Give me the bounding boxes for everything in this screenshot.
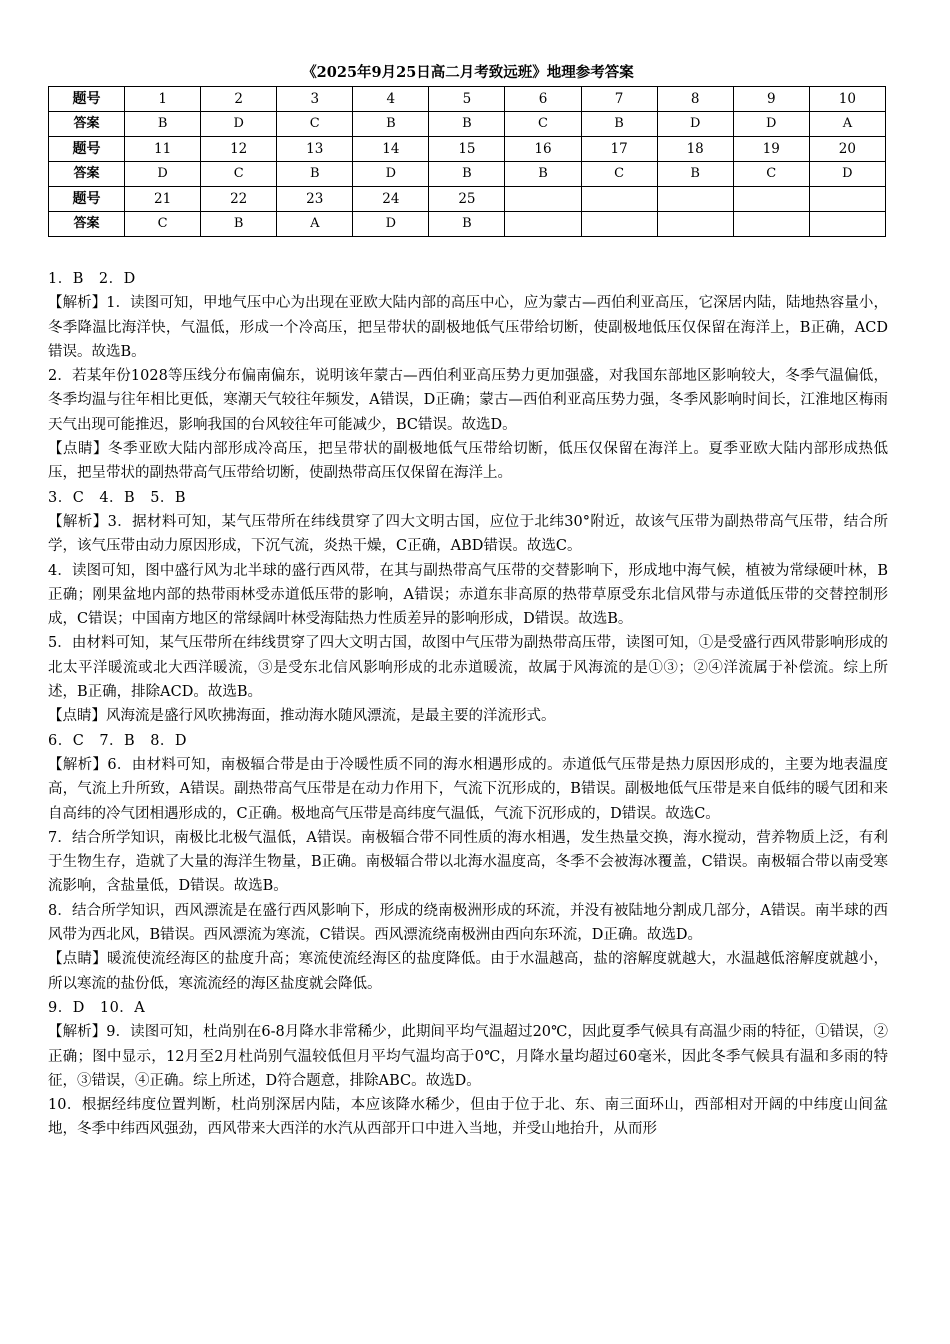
answer-table bbox=[48, 86, 886, 237]
tip-paragraph: 【点睛】冬季亚欧大陆内部形成冷高压，把呈带状的副极地低气压带给切断，低压仅保留在海洋上。夏季亚欧大陆内部形成热低压，把呈带状的副热带高气压带给切断，使副热带高压仅保留在海洋上。 bbox=[48, 441, 888, 482]
question-number bbox=[505, 187, 581, 212]
answer-cell: B bbox=[125, 112, 201, 137]
answer-cell: A bbox=[277, 212, 353, 237]
answer-cell: C bbox=[201, 162, 277, 187]
analysis-paragraph: 4．读图可知，图中盛行风为北半球的盛行西风带，在其与副热带高气压带的交替影响下，形成地中海气候，植被为常绿硬叶林，B正确；刚果盆地内部的热带雨林受赤道低压带的影响，A错误；赤道东非高原的热带草原受东北信风带与赤道低压带的交替控制形成，C错误；中国南方地区的常绿阔叶林受海陆热力性质差异的影响形成，D错误。故选B。 bbox=[48, 562, 888, 628]
tip-paragraph: 【点睛】风海流是盛行风吹拂海面，推动海水随风漂流，是最主要的洋流形式。 bbox=[48, 708, 556, 725]
answer-document bbox=[48, 62, 888, 1142]
question-number bbox=[809, 187, 885, 212]
answer-cell: C bbox=[505, 112, 581, 137]
question-number: 10 bbox=[809, 87, 885, 112]
analysis-paragraph: 8．结合所学知识，西风漂流是在盛行西风影响下，形成的绕南极洲形成的环流，并没有被陆地分割成几部分，A错误。南半球的西风带为西北风，B错误。西风漂流为寒流，C错误。西风漂流绕南极洲由西向东环流，D正确。故选D。 bbox=[48, 902, 888, 944]
question-number: 13 bbox=[277, 137, 353, 162]
question-number: 2 bbox=[201, 87, 277, 112]
question-number: 14 bbox=[353, 137, 429, 162]
document-title: 《2025年9月25日高二月考致远班》地理参考答案 bbox=[302, 64, 634, 81]
answer-cell: B bbox=[505, 162, 581, 187]
answer-label: 答案 bbox=[49, 162, 125, 187]
question-number: 15 bbox=[429, 137, 505, 162]
answer-cell bbox=[733, 212, 809, 237]
answer-cell: C bbox=[733, 162, 809, 187]
question-number: 17 bbox=[581, 137, 657, 162]
analysis-paragraph: 【解析】9．读图可知，杜尚别在6-8月降水非常稀少，此期间平均气温超过20℃，因此夏季气候具有高温少雨的特征，①错误，②正确；图中显示，12月至2月杜尚别气温较低但月平均气温均高于0℃，月降水量均超过60毫米，因此冬季气候具有温和多雨的特征，③错误，④正确。综上所述，D符合题意，排除ABC。故选D。 bbox=[48, 1024, 888, 1089]
answer-cell: A bbox=[809, 112, 885, 137]
answer-cell: D bbox=[125, 162, 201, 187]
answer-line: 3．C 4．B 5．B bbox=[48, 489, 187, 506]
answer-cell: D bbox=[657, 112, 733, 137]
question-number: 3 bbox=[277, 87, 353, 112]
answer-cell: D bbox=[201, 112, 277, 137]
table-row bbox=[49, 187, 886, 212]
question-number bbox=[657, 187, 733, 212]
table-row bbox=[49, 87, 886, 112]
question-number: 21 bbox=[125, 187, 201, 212]
question-number: 25 bbox=[429, 187, 505, 212]
answer-cell bbox=[657, 212, 733, 237]
table-row bbox=[49, 162, 886, 187]
answer-cell: B bbox=[353, 112, 429, 137]
analysis-paragraph: 10．根据经纬度位置判断，杜尚别深居内陆，本应该降水稀少，但由于位于北、东、南三面环山，西部相对开阔的中纬度山间盆地，冬季中纬西风强劲，西风带来大西洋的水汽从西部开口中进入当地，并受山地抬升，从而形 bbox=[48, 1097, 888, 1138]
answer-cell: B bbox=[429, 212, 505, 237]
analysis-paragraph: 7．结合所学知识，南极比北极气温低，A错误。南极辐合带不同性质的海水相遇，发生热量交换，海水搅动，营养物质上泛，有利于生物生存，造就了大量的海洋生物量，B正确。南极辐合带以北海水温度高，冬季不会被海冰覆盖，C错误。南极辐合带以南受寒流影响，含盐量低，D错误。故选B。 bbox=[48, 829, 888, 895]
answer-cell: C bbox=[125, 212, 201, 237]
answer-cell: B bbox=[581, 112, 657, 137]
question-number: 19 bbox=[733, 137, 809, 162]
question-number bbox=[733, 187, 809, 212]
explanation-body bbox=[48, 267, 888, 1142]
question-number-label: 题号 bbox=[49, 137, 125, 162]
question-number: 9 bbox=[733, 87, 809, 112]
answer-cell: C bbox=[277, 112, 353, 137]
question-number: 12 bbox=[201, 137, 277, 162]
question-number: 5 bbox=[429, 87, 505, 112]
answer-cell bbox=[581, 212, 657, 237]
question-number: 20 bbox=[809, 137, 885, 162]
answer-label: 答案 bbox=[49, 112, 125, 137]
question-number-label: 题号 bbox=[49, 87, 125, 112]
question-number: 6 bbox=[505, 87, 581, 112]
question-number: 16 bbox=[505, 137, 581, 162]
question-number-label: 题号 bbox=[49, 187, 125, 212]
table-row bbox=[49, 112, 886, 137]
answer-line: 9．D 10．A bbox=[48, 999, 146, 1016]
question-number: 23 bbox=[277, 187, 353, 212]
answer-cell: B bbox=[277, 162, 353, 187]
answer-cell bbox=[505, 212, 581, 237]
answer-cell: D bbox=[733, 112, 809, 137]
table-row bbox=[49, 137, 886, 162]
answer-cell: B bbox=[201, 212, 277, 237]
question-number: 24 bbox=[353, 187, 429, 212]
question-number: 18 bbox=[657, 137, 733, 162]
analysis-paragraph: 2．若某年份1028等压线分布偏南偏东，说明该年蒙古—西伯利亚高压势力更加强盛，对我国东部地区影响较大，冬季气温偏低，冬季均温与往年相比更低，寒潮天气较往年频发，A错误，D正确；蒙古—西伯利亚高压势力强，冬季风影响时间长，江淮地区梅雨天气出现可能推迟，影响我国的台风较往年可能减少，BC错误。故选D。 bbox=[48, 368, 888, 433]
question-number bbox=[581, 187, 657, 212]
answer-cell: B bbox=[657, 162, 733, 187]
analysis-paragraph: 【解析】1．读图可知，甲地气压中心为出现在亚欧大陆内部的高压中心，应为蒙古—西伯利亚高压，它深居内陆，陆地热容量小，冬季降温比海洋快，气温低，形成一个冷高压，把呈带状的副极地低气压带给切断，使副极地低压仅保留在海洋上，B正确，ACD错误。故选B。 bbox=[48, 295, 888, 360]
answer-line: 1．B 2．D bbox=[48, 271, 136, 287]
answer-cell: D bbox=[353, 162, 429, 187]
table-row bbox=[49, 212, 886, 237]
analysis-paragraph: 【解析】6．由材料可知，南极辐合带是由于冷暖性质不同的海水相遇形成的。赤道低气压带是热力原因形成的，主要为地表温度高，气流上升所致，A错误。副热带高气压带是在动力作用下，气流下沉形成的，B错误。副极地低气压带是来自低纬的暖气团和来自高纬的冷气团相遇形成的，C正确。极地高气压带是高纬度气温低，气流下沉形成的，D错误。故选C。 bbox=[48, 756, 888, 822]
answer-label: 答案 bbox=[49, 212, 125, 237]
answer-cell: C bbox=[581, 162, 657, 187]
question-number: 4 bbox=[353, 87, 429, 112]
question-number: 8 bbox=[657, 87, 733, 112]
question-number: 11 bbox=[125, 137, 201, 162]
question-number: 1 bbox=[125, 87, 201, 112]
answer-cell: D bbox=[809, 162, 885, 187]
answer-cell: B bbox=[429, 162, 505, 187]
analysis-paragraph: 5．由材料可知，某气压带所在纬线贯穿了四大文明古国，故图中气压带为副热带高压带，读图可知，①是受盛行西风带影响形成的北太平洋暖流或北大西洋暖流，③是受东北信风影响形成的北赤道暖流，故属于风海流的是①③；②④洋流属于补偿流。综上所述，B正确，排除ACD。故选B。 bbox=[48, 635, 888, 701]
analysis-paragraph: 【解析】3．据材料可知，某气压带所在纬线贯穿了四大文明古国，应位于北纬30°附近，故该气压带为副热带高气压带，结合所学，该气压带由动力原因形成，下沉气流，炎热干燥，C正确，ABD错误。故选C。 bbox=[48, 513, 888, 555]
answer-cell bbox=[809, 212, 885, 237]
answer-line: 6．C 7．B 8．D bbox=[48, 732, 188, 749]
answer-cell: D bbox=[353, 212, 429, 237]
answer-cell: B bbox=[429, 112, 505, 137]
tip-paragraph: 【点睛】暖流使流经海区的盐度升高；寒流使流经海区的盐度降低。由于水温越高，盐的溶解度就越大，水温越低溶解度就越小，所以寒流的盐份低，寒流流经的海区盐度就会降低。 bbox=[48, 951, 888, 992]
question-number: 7 bbox=[581, 87, 657, 112]
question-number: 22 bbox=[201, 187, 277, 212]
